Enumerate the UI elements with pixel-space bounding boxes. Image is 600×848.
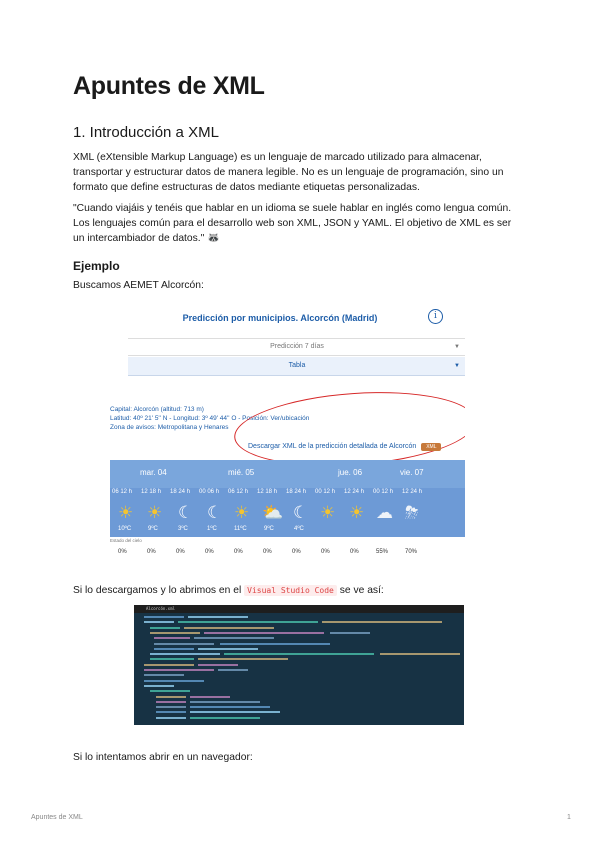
code-token	[150, 658, 194, 660]
code-token	[144, 669, 214, 671]
code-token	[144, 616, 184, 618]
prob-value: 55%	[376, 549, 389, 555]
code-token	[150, 653, 220, 655]
prob-value: 0%	[263, 549, 272, 555]
temp-value: 9ºC	[264, 526, 274, 532]
cloud-icon: ☁	[376, 503, 393, 522]
code-token	[156, 706, 186, 708]
moon-cloud-icon: ☾	[293, 503, 309, 522]
view-select-label: Tabla	[288, 362, 306, 369]
code-token	[156, 717, 186, 719]
sun-icon: ☀	[234, 503, 250, 522]
latlon-line: Latitud: 40º 21' 5'' N - Longitud: 3º 49' 44'' O - Posición: Ver/ubicación	[110, 415, 310, 422]
sun-icon: ☀	[118, 503, 134, 522]
sky-state-note: Estado del cielo	[110, 538, 142, 543]
moon-icon: ☾	[207, 503, 223, 522]
code-token	[156, 696, 186, 698]
vscode-text-before: Si lo descargamos y lo abrimos en el	[73, 585, 242, 596]
page-number: 1	[567, 814, 571, 821]
code-token	[322, 621, 442, 623]
temp-value: 1ºC	[207, 526, 217, 532]
prob-value: 0%	[350, 549, 359, 555]
code-token	[144, 685, 174, 687]
rain-cloud-icon: ⛈	[405, 503, 419, 522]
code-token	[154, 637, 190, 639]
footer-title: Apuntes de XML	[31, 814, 83, 821]
sun-icon: ☀	[320, 503, 336, 522]
day-label: mié. 05	[228, 468, 255, 477]
day-label: mar. 04	[140, 468, 167, 477]
page-title: Apuntes de XML	[73, 72, 265, 100]
prediction-select-label: Predicción 7 días	[270, 343, 324, 350]
prob-value: 0%	[176, 549, 185, 555]
hour-label: 00 12 h	[315, 489, 336, 495]
sun-icon: ☀	[349, 503, 365, 522]
prob-value: 0%	[292, 549, 301, 555]
temp-value: 11ºC	[234, 526, 247, 532]
code-token	[224, 653, 374, 655]
code-token	[184, 627, 274, 629]
code-token	[380, 653, 460, 655]
prob-value: 0%	[205, 549, 214, 555]
code-token	[330, 632, 370, 634]
section-heading-introduccion: 1. Introducción a XML	[73, 124, 219, 141]
code-token	[188, 616, 248, 618]
quote-paragraph: "Cuando viajáis y tenéis que hablar en un idioma se suele hablar en inglés como lengua común. Los lenguajes común para el desarrollo web son XML, JSON y YAML. El objetivo de XML es ser un intercambiador de datos." 🦝	[73, 203, 512, 244]
capital-line: Capital: Alcorcón (altitud: 713 m)	[110, 406, 204, 413]
day-label: jue. 06	[338, 468, 363, 477]
editor-tab[interactable]: Alcorcón.xml	[146, 606, 175, 611]
chevron-down-icon: ▼	[454, 344, 460, 350]
code-token	[190, 701, 260, 703]
day-label: vie. 07	[400, 468, 424, 477]
prob-value: 0%	[147, 549, 156, 555]
aemet-screenshot	[110, 305, 465, 565]
temp-value: 9ºC	[148, 526, 158, 532]
code-token	[198, 658, 288, 660]
code-token	[144, 621, 174, 623]
code-token	[156, 701, 186, 703]
zona-line: Zona de avisos: Metropolitana y Henares	[110, 424, 229, 431]
hour-label: 06 12 h	[228, 489, 249, 495]
code-token	[156, 711, 186, 713]
prob-value: 0%	[234, 549, 243, 555]
intro-paragraph: XML (eXtensible Markup Language) es un lenguaje de marcado utilizado para almacenar, transportar y estructurar datos de manera legible. No es un lenguaje de programación, sino un formato que define estructuras de datos mediante etiquetas personalizadas.	[73, 152, 504, 193]
code-token	[190, 711, 280, 713]
code-token	[178, 621, 318, 623]
code-token	[198, 648, 258, 650]
code-token	[198, 664, 238, 666]
code-token	[154, 648, 194, 650]
sun-icon: ☀	[147, 503, 163, 522]
search-paragraph: Buscamos AEMET Alcorcón:	[73, 280, 204, 291]
vscode-screenshot	[134, 605, 464, 725]
aemet-title: Predicción por municipios. Alcorcón (Madrid)	[182, 313, 378, 323]
hour-label: 12 18 h	[257, 489, 278, 495]
hour-label: 00 06 h	[199, 489, 220, 495]
vscode-text-after: se ve así:	[339, 585, 384, 596]
weather-icons-row	[110, 500, 465, 537]
prob-value: 0%	[321, 549, 330, 555]
download-xml-text: Descargar XML de la predicción detallada de Alcorcón	[248, 443, 417, 450]
hours-row	[110, 488, 465, 500]
prediction-select[interactable]	[128, 338, 465, 356]
xml-download-button[interactable]: XML	[421, 443, 441, 451]
temp-value: 4ºC	[294, 526, 304, 532]
hour-label: 12 24 h	[344, 489, 365, 495]
vscode-paragraph	[73, 583, 523, 598]
code-token	[218, 669, 248, 671]
code-token	[150, 627, 180, 629]
precip-prob-row	[110, 547, 465, 559]
prob-value: 0%	[118, 549, 127, 555]
temp-value: 10ºC	[118, 526, 132, 532]
code-token	[190, 717, 260, 719]
code-token	[190, 696, 230, 698]
hour-label: 12 24 h	[402, 489, 423, 495]
browser-paragraph: Si lo intentamos abrir en un navegador:	[73, 752, 253, 763]
prob-value: 70%	[405, 549, 418, 555]
hour-label: 00 12 h	[373, 489, 394, 495]
hour-label: 12 18 h	[141, 489, 162, 495]
hour-label: 06 12 h	[112, 489, 133, 495]
code-token	[144, 680, 204, 682]
info-icon[interactable]: i	[428, 309, 443, 324]
code-token	[150, 690, 190, 692]
example-heading: Ejemplo	[73, 259, 120, 273]
days-row	[110, 460, 465, 488]
temp-value: 3ºC	[178, 526, 188, 532]
code-token	[190, 706, 270, 708]
code-token	[194, 637, 274, 639]
sun-cloud-icon: ⛅	[262, 503, 284, 522]
download-xml-link[interactable]	[248, 443, 441, 451]
hour-label: 18 24 h	[286, 489, 307, 495]
code-token	[144, 664, 194, 666]
view-select[interactable]	[128, 357, 465, 376]
code-token	[144, 674, 184, 676]
hour-label: 18 24 h	[170, 489, 191, 495]
chevron-down-icon: ▼	[454, 363, 460, 369]
code-token	[220, 643, 330, 645]
code-token	[150, 632, 200, 634]
moon-icon: ☾	[178, 503, 194, 522]
code-token	[204, 632, 324, 634]
inline-code: Visual Studio Code	[244, 585, 337, 596]
code-token	[154, 643, 214, 645]
editor-tab-bar	[134, 605, 464, 613]
